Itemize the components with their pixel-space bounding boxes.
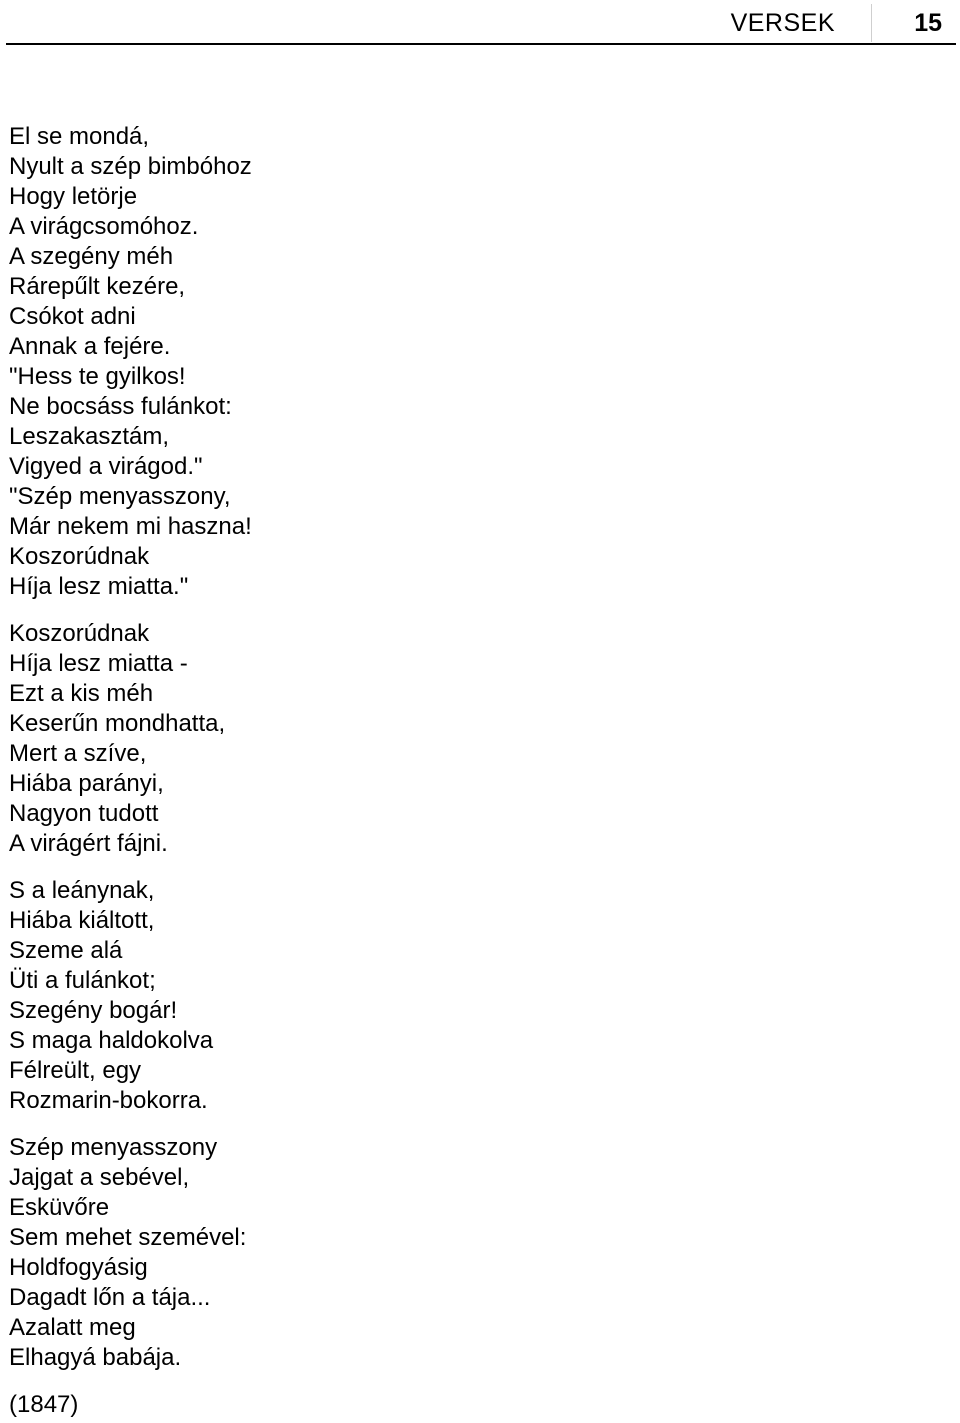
poem-line: Üti a fulánkot; xyxy=(9,967,156,994)
poem-line: S maga haldokolva xyxy=(9,1027,214,1054)
poem-line: A virágcsomóhoz. xyxy=(9,213,199,240)
page-number: 15 xyxy=(914,9,942,37)
poem-line: Nyult a szép bimbóhoz xyxy=(9,153,252,180)
poem-line: Sem mehet szemével: xyxy=(9,1224,247,1251)
stanza-4 xyxy=(9,1133,909,1373)
poem-line: Holdfogyásig xyxy=(9,1254,148,1281)
poem-line: Koszorúdnak xyxy=(9,620,150,647)
poem-line: Hogy letörje xyxy=(9,183,138,210)
poem-line: Szeme alá xyxy=(9,937,123,964)
poem-line: A szegény méh xyxy=(9,243,174,270)
poem-line: Hiába kiáltott, xyxy=(9,907,155,934)
poem-line: Esküvőre xyxy=(9,1194,110,1221)
header-divider xyxy=(871,4,872,42)
poem-line: Keserűn mondhatta, xyxy=(9,710,226,737)
poem-line: Félreült, egy xyxy=(9,1057,142,1084)
poem-line: Híja lesz miatta - xyxy=(9,650,188,677)
poem-line: Már nekem mi haszna! xyxy=(9,513,252,540)
poem-line: Koszorúdnak xyxy=(9,543,150,570)
poem-line: Dagadt lőn a tája... xyxy=(9,1284,211,1311)
poem-date: (1847) xyxy=(9,1391,79,1418)
stanza-3 xyxy=(9,876,909,1116)
poem-line: Rárepűlt kezére, xyxy=(9,273,186,300)
poem-line: Elhagyá babája. xyxy=(9,1344,182,1371)
poem-line: Hiába parányi, xyxy=(9,770,164,797)
poem-line: Csókot adni xyxy=(9,303,136,330)
page-header xyxy=(0,0,960,46)
poem-line: Ezt a kis méh xyxy=(9,680,154,707)
running-header-title: VERSEK xyxy=(730,9,835,37)
poem-line: Szegény bogár! xyxy=(9,997,178,1024)
poem-line: Szép menyasszony xyxy=(9,1134,218,1161)
poem-line: Azalatt meg xyxy=(9,1314,136,1341)
poem-line: Ne bocsáss fulánkot: xyxy=(9,393,232,420)
poem-line: El se mondá, xyxy=(9,123,150,150)
poem-line: Híja lesz miatta." xyxy=(9,573,189,600)
poem-line: Vigyed a virágod." xyxy=(9,453,203,480)
poem-line: "Hess te gyilkos! xyxy=(9,363,186,390)
poem-line: A virágért fájni. xyxy=(9,830,168,857)
header-rule xyxy=(6,43,956,45)
stanza-1 xyxy=(9,122,909,602)
stanza-2 xyxy=(9,619,909,859)
poem-line: Nagyon tudott xyxy=(9,800,159,827)
poem-line: S a leánynak, xyxy=(9,877,155,904)
poem-body xyxy=(9,122,909,1420)
poem-line: Rozmarin-bokorra. xyxy=(9,1087,208,1114)
poem-line: "Szép menyasszony, xyxy=(9,483,231,510)
poem-line: Annak a fejére. xyxy=(9,333,171,360)
poem-line: Jajgat a sebével, xyxy=(9,1164,190,1191)
poem-line: Mert a szíve, xyxy=(9,740,147,767)
poem-line: Leszakasztám, xyxy=(9,423,170,450)
